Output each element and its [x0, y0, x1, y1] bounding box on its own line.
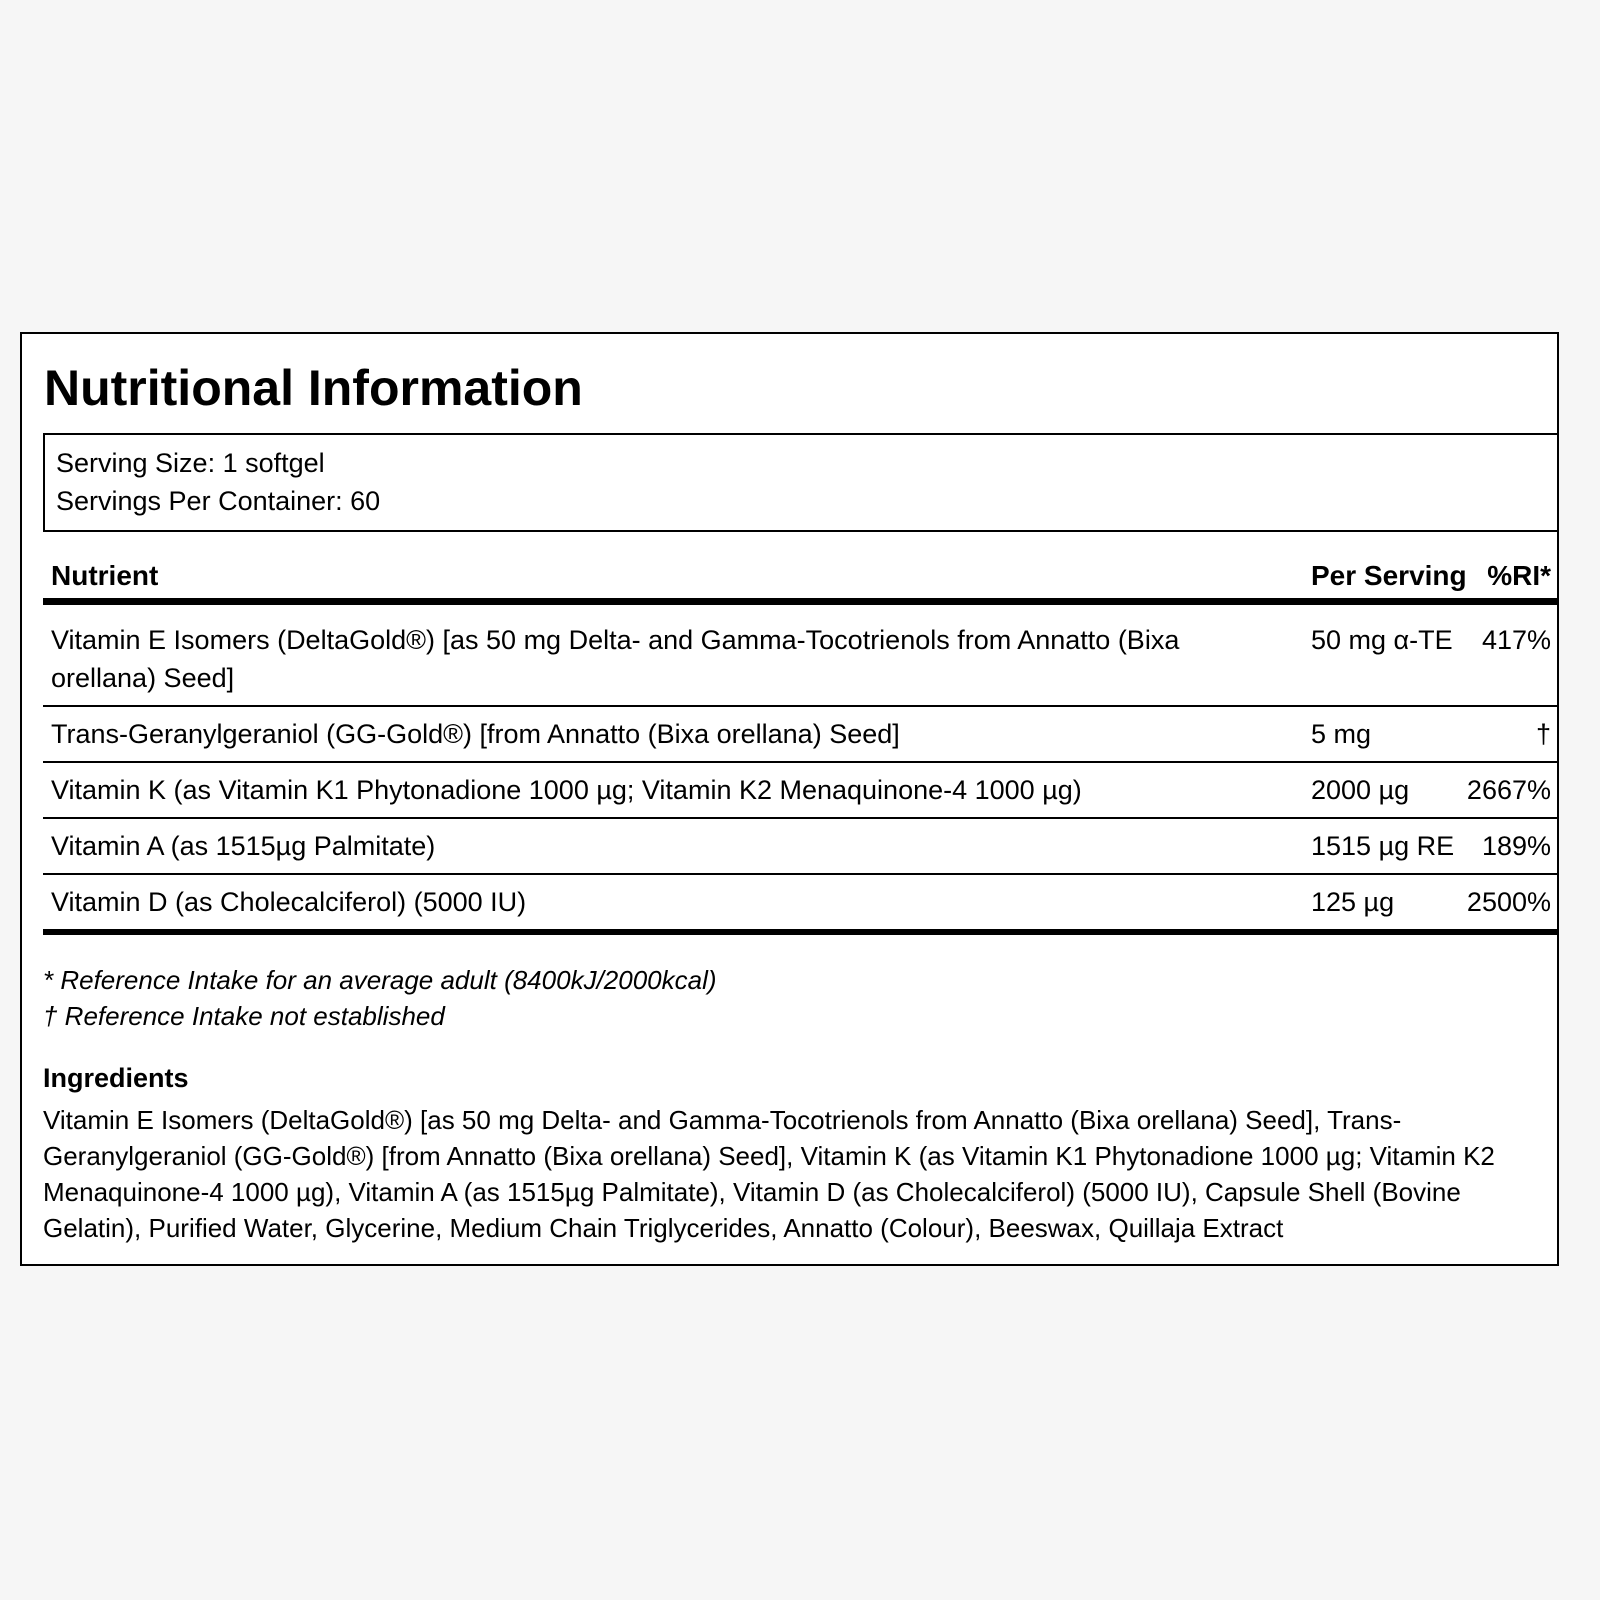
nutrient-name: Trans-Geranylgeraniol (GG-Gold®) [from Annatto (Bixa orellana) Seed] [51, 719, 900, 749]
servings-per-container: Servings Per Container: 60 [56, 486, 381, 516]
serving-info-box [43, 433, 1559, 532]
ingredients-text: Vitamin E Isomers (DeltaGold®) [as 50 mg Delta- and Gamma-Tocotrienols from Annatto (Bixa orellana) Seed], Trans-Geranylgeraniol (GG-Gold®) [from Annatto (Bixa orellana) Seed], Vitamin K (as Vitamin K1 Phytonadione 1000 µg; Vitamin K2 Menaquinone-4 1000 µg), Vitamin A (as 1515µg Palmitate), Vitamin D (as Cholecalciferol) (5000 IU), Capsule Shell (Bovine Gelatin), Purified Water, Glycerine, Medium Chain Triglycerides, Annatto (Colour), Beeswax, Quillaja Extract [43, 1105, 1495, 1243]
nutrient-table [43, 554, 1559, 935]
ri-value: 2500% [1466, 887, 1551, 917]
table-row [43, 875, 1559, 935]
footnote-reference-intake: * Reference Intake for an average adult (8400kJ/2000kcal) [43, 965, 717, 995]
per-serving-value: 5 mg [1311, 719, 1372, 749]
footnotes [43, 962, 717, 1034]
ri-value: 417% [1481, 625, 1551, 655]
table-row [43, 819, 1559, 875]
ingredients-heading: Ingredients [43, 1063, 189, 1093]
column-header-per-serving: Per Serving [1311, 560, 1467, 591]
nutrient-name: Vitamin K (as Vitamin K1 Phytonadione 1000 µg; Vitamin K2 Menaquinone-4 1000 µg) [51, 775, 1082, 805]
per-serving-value: 2000 µg [1311, 775, 1410, 805]
per-serving-value: 1515 µg RE [1311, 831, 1455, 861]
table-row [43, 763, 1559, 819]
table-row [43, 707, 1559, 763]
column-header-ri: %RI* [1487, 560, 1551, 591]
footnote-not-established: † Reference Intake not established [43, 1001, 445, 1031]
page-title: Nutritional Information [44, 360, 583, 416]
nutrition-panel [20, 332, 1559, 1266]
nutrient-name: Vitamin E Isomers (DeltaGold®) [as 50 mg Delta- and Gamma-Tocotrienols from Annatto (Bixa orellana) Seed] [51, 625, 1180, 693]
table-header-row [43, 554, 1559, 605]
per-serving-value: 50 mg α-TE [1311, 625, 1453, 655]
nutrient-name: Vitamin A (as 1515µg Palmitate) [51, 831, 436, 861]
column-header-nutrient: Nutrient [51, 560, 159, 591]
ri-value: 2667% [1466, 775, 1551, 805]
ri-value: 189% [1481, 831, 1551, 861]
ri-value: † [1535, 719, 1551, 749]
table-row [43, 605, 1559, 707]
nutrient-name: Vitamin D (as Cholecalciferol) (5000 IU) [51, 887, 527, 917]
serving-size: Serving Size: 1 softgel [56, 448, 325, 478]
per-serving-value: 125 µg [1311, 887, 1395, 917]
